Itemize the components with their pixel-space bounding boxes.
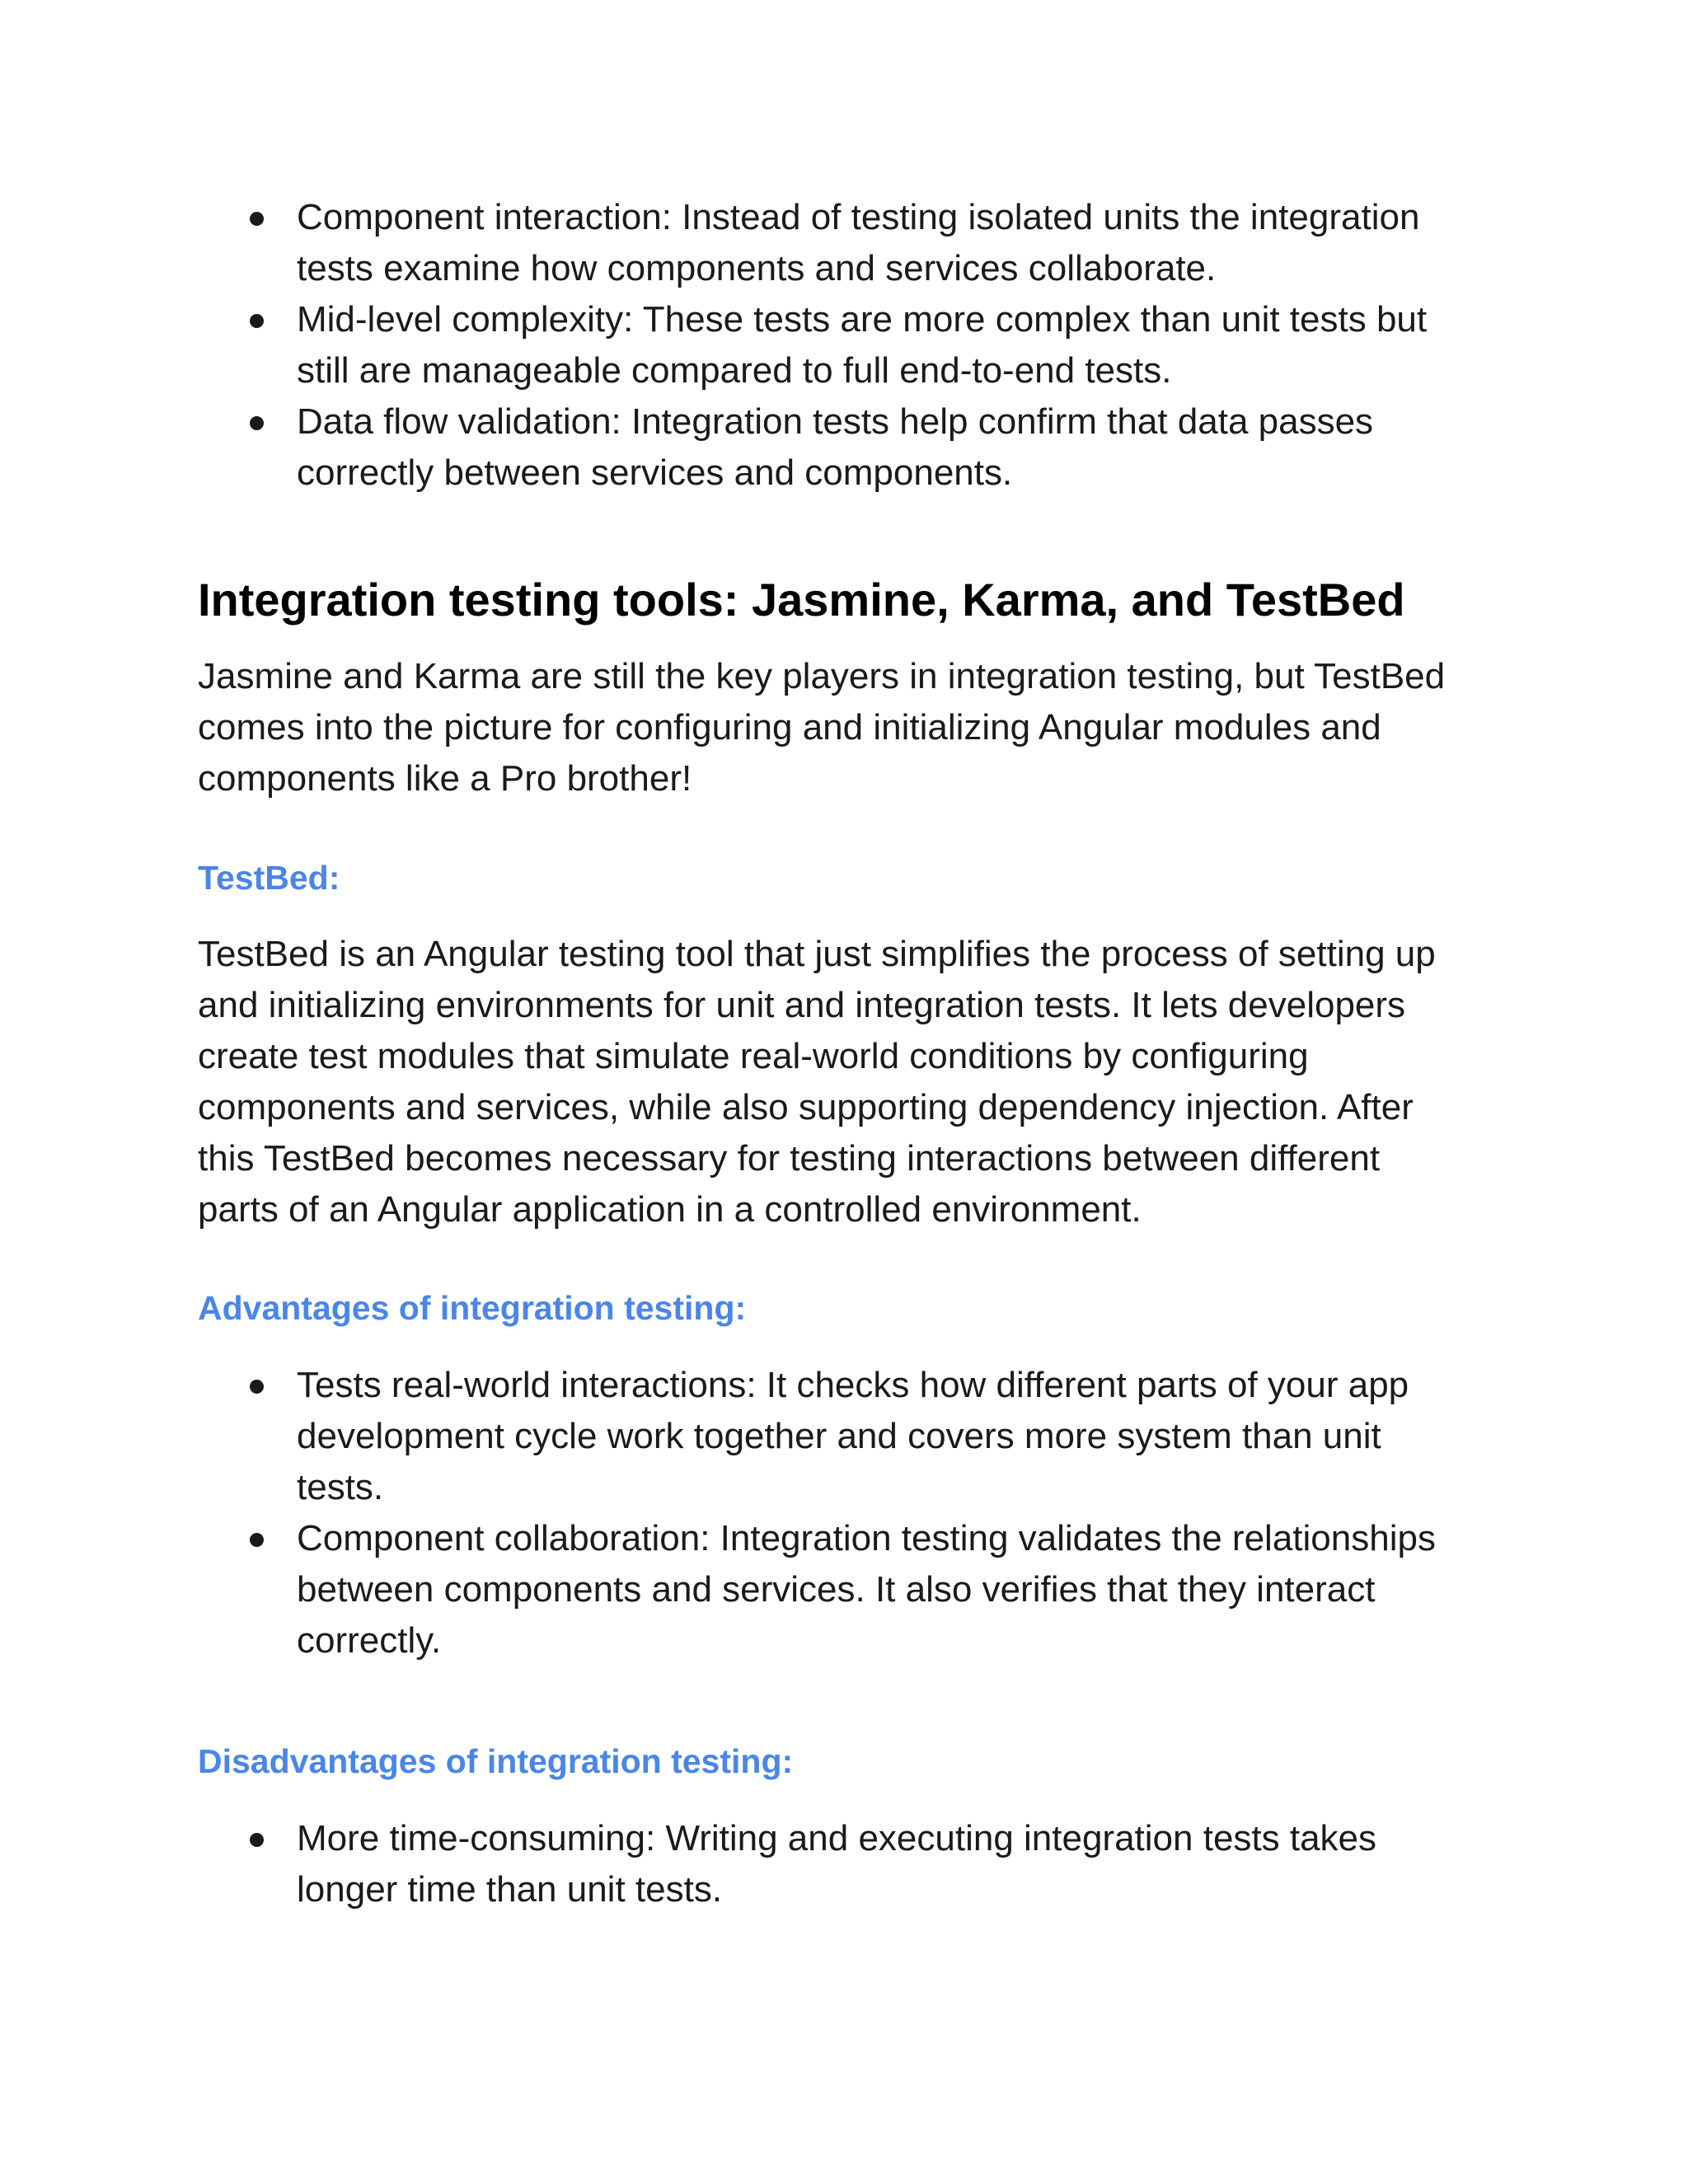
paragraph-line: components like a Pro brother! bbox=[198, 758, 692, 799]
list-item-line: Mid-level complexity: These tests are more complex than unit tests but bbox=[297, 299, 1428, 340]
bullet-icon bbox=[250, 212, 264, 226]
list-item-line: development cycle work together and covers more system than unit bbox=[297, 1416, 1381, 1456]
list-item-line: tests examine how components and services collaborate. bbox=[297, 248, 1217, 288]
bullet-icon bbox=[250, 1833, 264, 1847]
list-item-line: tests. bbox=[297, 1467, 384, 1507]
list-item-line: Component collaboration: Integration testing validates the relationships bbox=[297, 1518, 1436, 1558]
list-item-line: between components and services. It also verifies that they interact bbox=[297, 1569, 1376, 1610]
list-item-line: Component interaction: Instead of testing isolated units the integration bbox=[297, 197, 1420, 237]
list-item-line: longer time than unit tests. bbox=[297, 1869, 723, 1910]
testbed-paragraph bbox=[198, 929, 1517, 1235]
subheading-testbed: TestBed: bbox=[198, 859, 340, 897]
list-item-line: correctly between services and components. bbox=[297, 452, 1013, 493]
list-item bbox=[198, 294, 1484, 396]
paragraph-line: this TestBed becomes necessary for testing interactions between different bbox=[198, 1138, 1381, 1179]
bullet-icon bbox=[250, 1533, 264, 1547]
list-item bbox=[198, 1813, 1484, 1915]
paragraph-line: Jasmine and Karma are still the key players in integration testing, but TestBed bbox=[198, 656, 1446, 696]
subheading-disadvantages: Disadvantages of integration testing: bbox=[198, 1742, 794, 1780]
subheading-advantages: Advantages of integration testing: bbox=[198, 1289, 747, 1327]
paragraph-line: comes into the picture for configuring and initializing Angular modules and bbox=[198, 707, 1381, 748]
list-item bbox=[198, 192, 1484, 294]
list-item-line: correctly. bbox=[297, 1620, 442, 1661]
paragraph-line: create test modules that simulate real-world conditions by configuring bbox=[198, 1036, 1309, 1076]
tools-paragraph bbox=[198, 651, 1517, 804]
bullet-icon bbox=[250, 1380, 264, 1394]
list-item bbox=[198, 1513, 1484, 1666]
bullet-icon bbox=[250, 416, 264, 430]
section-heading-tools: Integration testing tools: Jasmine, Karma, and TestBed bbox=[198, 574, 1405, 626]
list-item bbox=[198, 396, 1484, 499]
bullet-icon bbox=[250, 314, 264, 328]
disadvantages-bullet-list bbox=[198, 1813, 1484, 1915]
list-item-line: Tests real-world interactions: It checks how different parts of your app bbox=[297, 1365, 1409, 1405]
list-item-line: still are manageable compared to full end-to-end tests. bbox=[297, 350, 1172, 391]
advantages-bullet-list bbox=[198, 1360, 1484, 1666]
paragraph-line: components and services, while also supporting dependency injection. After bbox=[198, 1087, 1414, 1127]
intro-bullet-list bbox=[198, 192, 1484, 499]
paragraph-line: TestBed is an Angular testing tool that just simplifies the process of setting up bbox=[198, 934, 1436, 974]
paragraph-line: parts of an Angular application in a controlled environment. bbox=[198, 1189, 1142, 1230]
list-item bbox=[198, 1360, 1484, 1513]
list-item-line: Data flow validation: Integration tests help confirm that data passes bbox=[297, 401, 1374, 442]
list-item-line: More time-consuming: Writing and executing integration tests takes bbox=[297, 1818, 1377, 1858]
paragraph-line: and initializing environments for unit and integration tests. It lets developers bbox=[198, 985, 1406, 1025]
